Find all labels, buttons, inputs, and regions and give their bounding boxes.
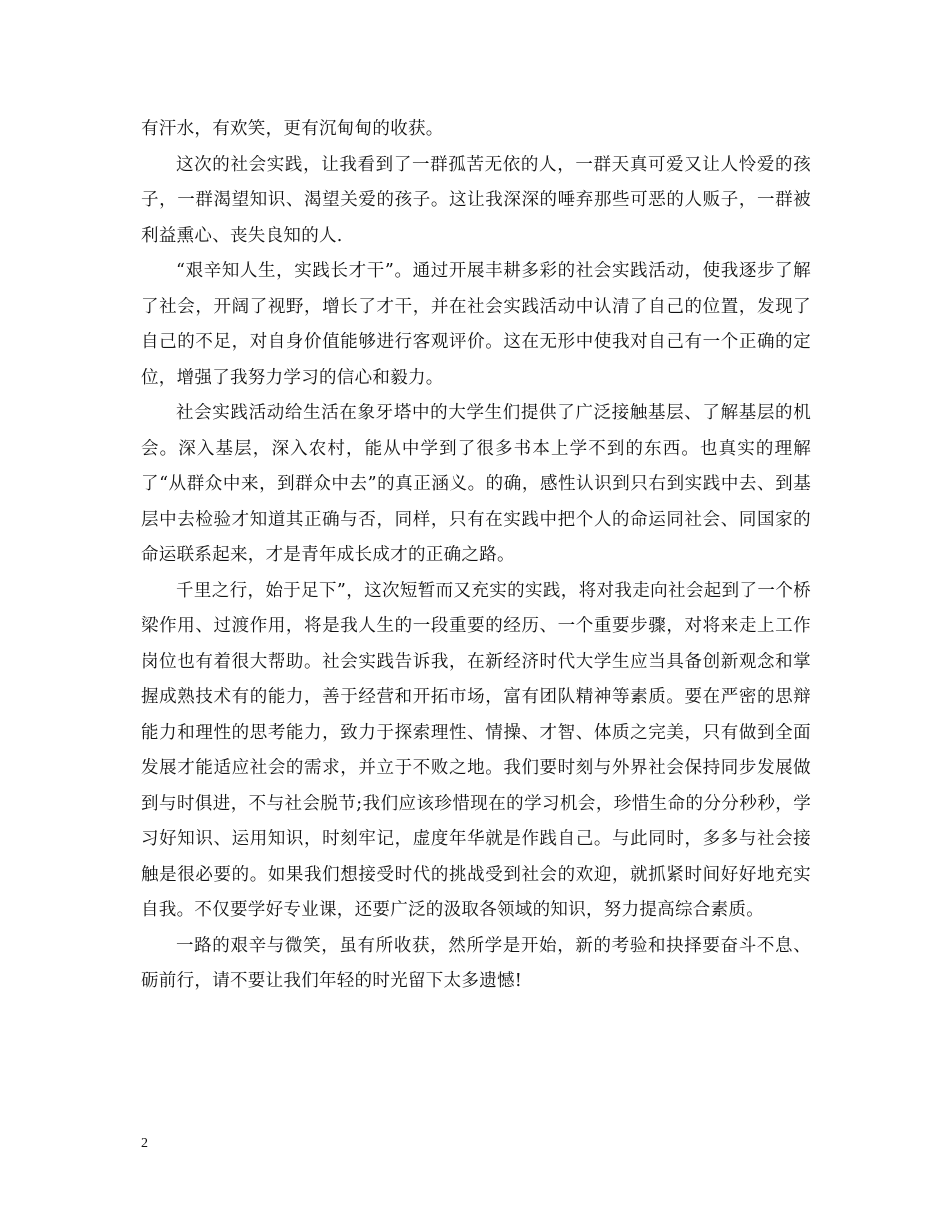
paragraph-4: 社会实践活动给生活在象牙塔中的大学生们提供了广泛接触基层、了解基层的机会。深入基层，深入农村，能从中学到了很多书本上学不到的东西。也真实的理解了“从群众中来，到群众中去”的真正涵义。的确，感性认识到只右到实践中去、到基层中去检验才知道其正确与否，同样，只有在实践中把个人的命运同社会、同国家的命运联系起来，才是青年成长成才的正确之路。 [141, 403, 811, 565]
paragraph-1: 有汗水，有欢笑，更有沉甸甸的收获。 [141, 119, 444, 139]
paragraph-2: 这次的社会实践，让我看到了一群孤苦无依的人，一群天真可爱又让人怜爱的孩子，一群渴望知识、渴望关爱的孩子。这让我深深的唾弃那些可恶的人贩子，一群被利益熏心、丧失良知的人. [141, 154, 811, 246]
paragraph-3: “艰辛知人生，实践长才干”。通过开展丰耕多彩的社会实践活动，使我逐步了解了社会，开阔了视野，增长了才干，并在社会实践活动中认清了自己的位置，发现了自己的不足，对自身价值能够进行客观评价。这在无形中使我对自己有一个正确的定位，增强了我努力学习的信心和毅力。 [141, 261, 811, 388]
page-body [141, 112, 811, 1000]
paragraph-5: 千里之行，始于足下”，这次短暂而又充实的实践，将对我走向社会起到了一个桥梁作用、过渡作用，将是我人生的一段重要的经历、一个重要步骤，对将来走上工作岗位也有着很大帮助。社会实践告诉我，在新经济时代大学生应当具备创新观念和掌握成熟技术有的能力，善于经营和开拓市场，富有团队精神等素质。要在严密的思辩能力和理性的思考能力，致力于探索理性、情操、才智、体质之完美，只有做到全面发展才能适应社会的需求，并立于不败之地。我们要时刻与外界社会保持同步发展做到与时俱进，不与社会脱节;我们应该珍惜现在的学习机会，珍惜生命的分分秒秒，学习好知识、运用知识，时刻牢记，虚度年华就是作践自己。与此同时，多多与社会接触是很必要的。如果我们想接受时代的挑战受到社会的欢迎，就抓紧时间好好地充实自我。不仅要学好专业课，还要广泛的汲取各领域的知识，努力提高综合素质。 [141, 580, 811, 920]
page-number: 2 [141, 1136, 148, 1151]
paragraph-6: 一路的艰辛与微笑，虽有所收获，然所学是开始，新的考验和抉择要奋斗不息、砺前行，请不要让我们年轻的时光留下太多遗憾! [141, 935, 811, 991]
